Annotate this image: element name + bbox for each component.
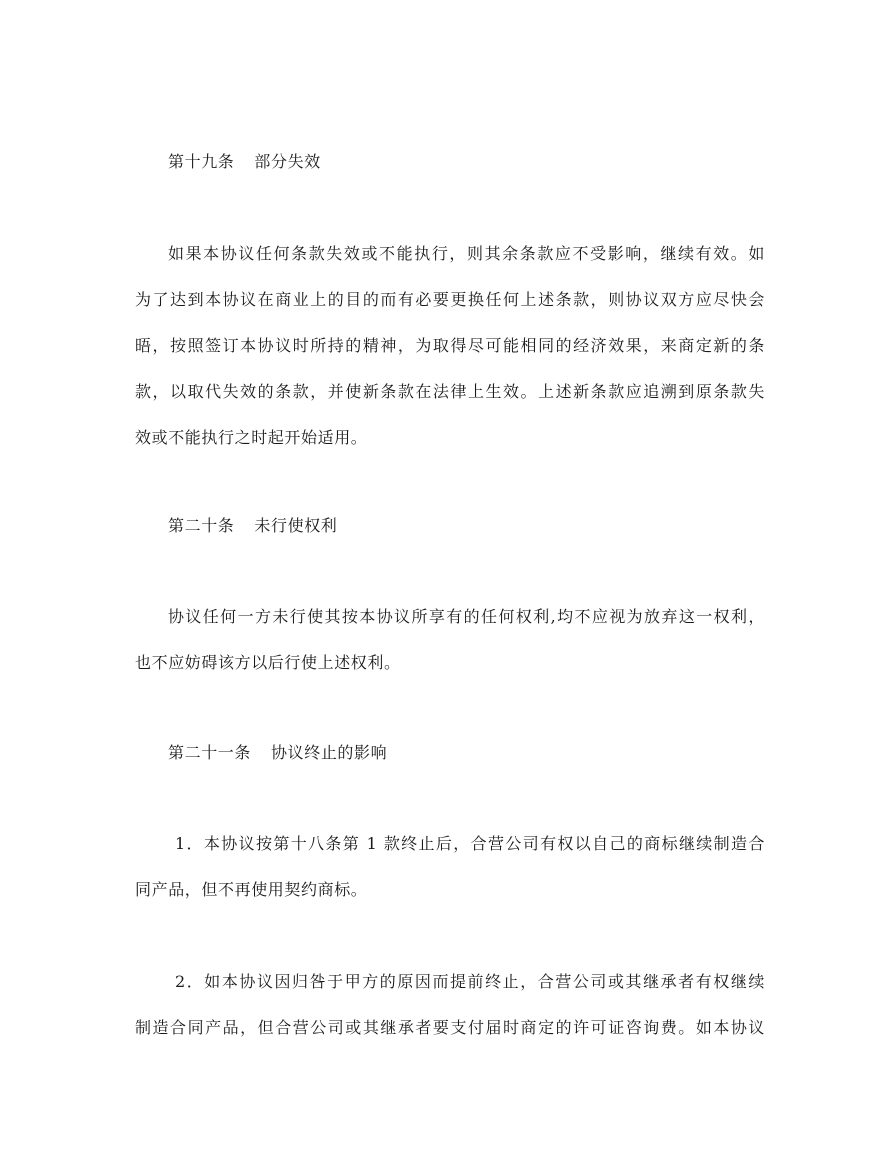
paragraph-line: 2．如本协议因归咎于甲方的原因而提前终止，合营公司或其继承者有权继续: [175, 972, 765, 991]
article-20-heading: [168, 518, 768, 534]
paragraph-line: 同产品，但不再使用契约商标。: [135, 880, 368, 899]
paragraph-line: 也不应妨碍该方以后行使上述权利。: [135, 653, 401, 672]
paragraph-line: 晤，按照签订本协议时所持的精神，为取得尽可能相同的经济效果，来商定新的条: [135, 336, 765, 355]
paragraph-line: 效或不能执行之时起开始适用。: [135, 428, 368, 447]
article-21-heading: [168, 745, 768, 761]
article-19-heading: [168, 154, 768, 170]
article-20-number: 第二十条: [168, 516, 235, 535]
article-20-title: 未行使权利: [254, 516, 338, 535]
paragraph-line: 款，以取代失效的条款，并使新条款在法律上生效。上述新条款应追溯到原条款失: [135, 382, 765, 401]
paragraph-line: 制造合同产品，但合营公司或其继承者要支付届时商定的许可证咨询费。如本协议: [135, 1018, 765, 1037]
paragraph-line: 协议任何一方未行使其按本协议所享有的任何权利,均不应视为放弃这一权利，: [168, 607, 765, 626]
paragraph-line: 为了达到本协议在商业上的目的而有必要更换任何上述条款，则协议双方应尽快会: [135, 290, 765, 309]
article-19-number: 第十九条: [168, 152, 235, 171]
article-19-title: 部分失效: [254, 152, 321, 171]
article-21-number: 第二十一条: [168, 743, 252, 762]
paragraph-line: 如果本协议任何条款失效或不能执行，则其余条款应不受影响，继续有效。如: [168, 244, 765, 263]
article-21-title: 协议终止的影响: [271, 743, 388, 762]
paragraph-line: 1．本协议按第十八条第 1 款终止后，合营公司有权以自己的商标继续制造合: [175, 834, 765, 853]
